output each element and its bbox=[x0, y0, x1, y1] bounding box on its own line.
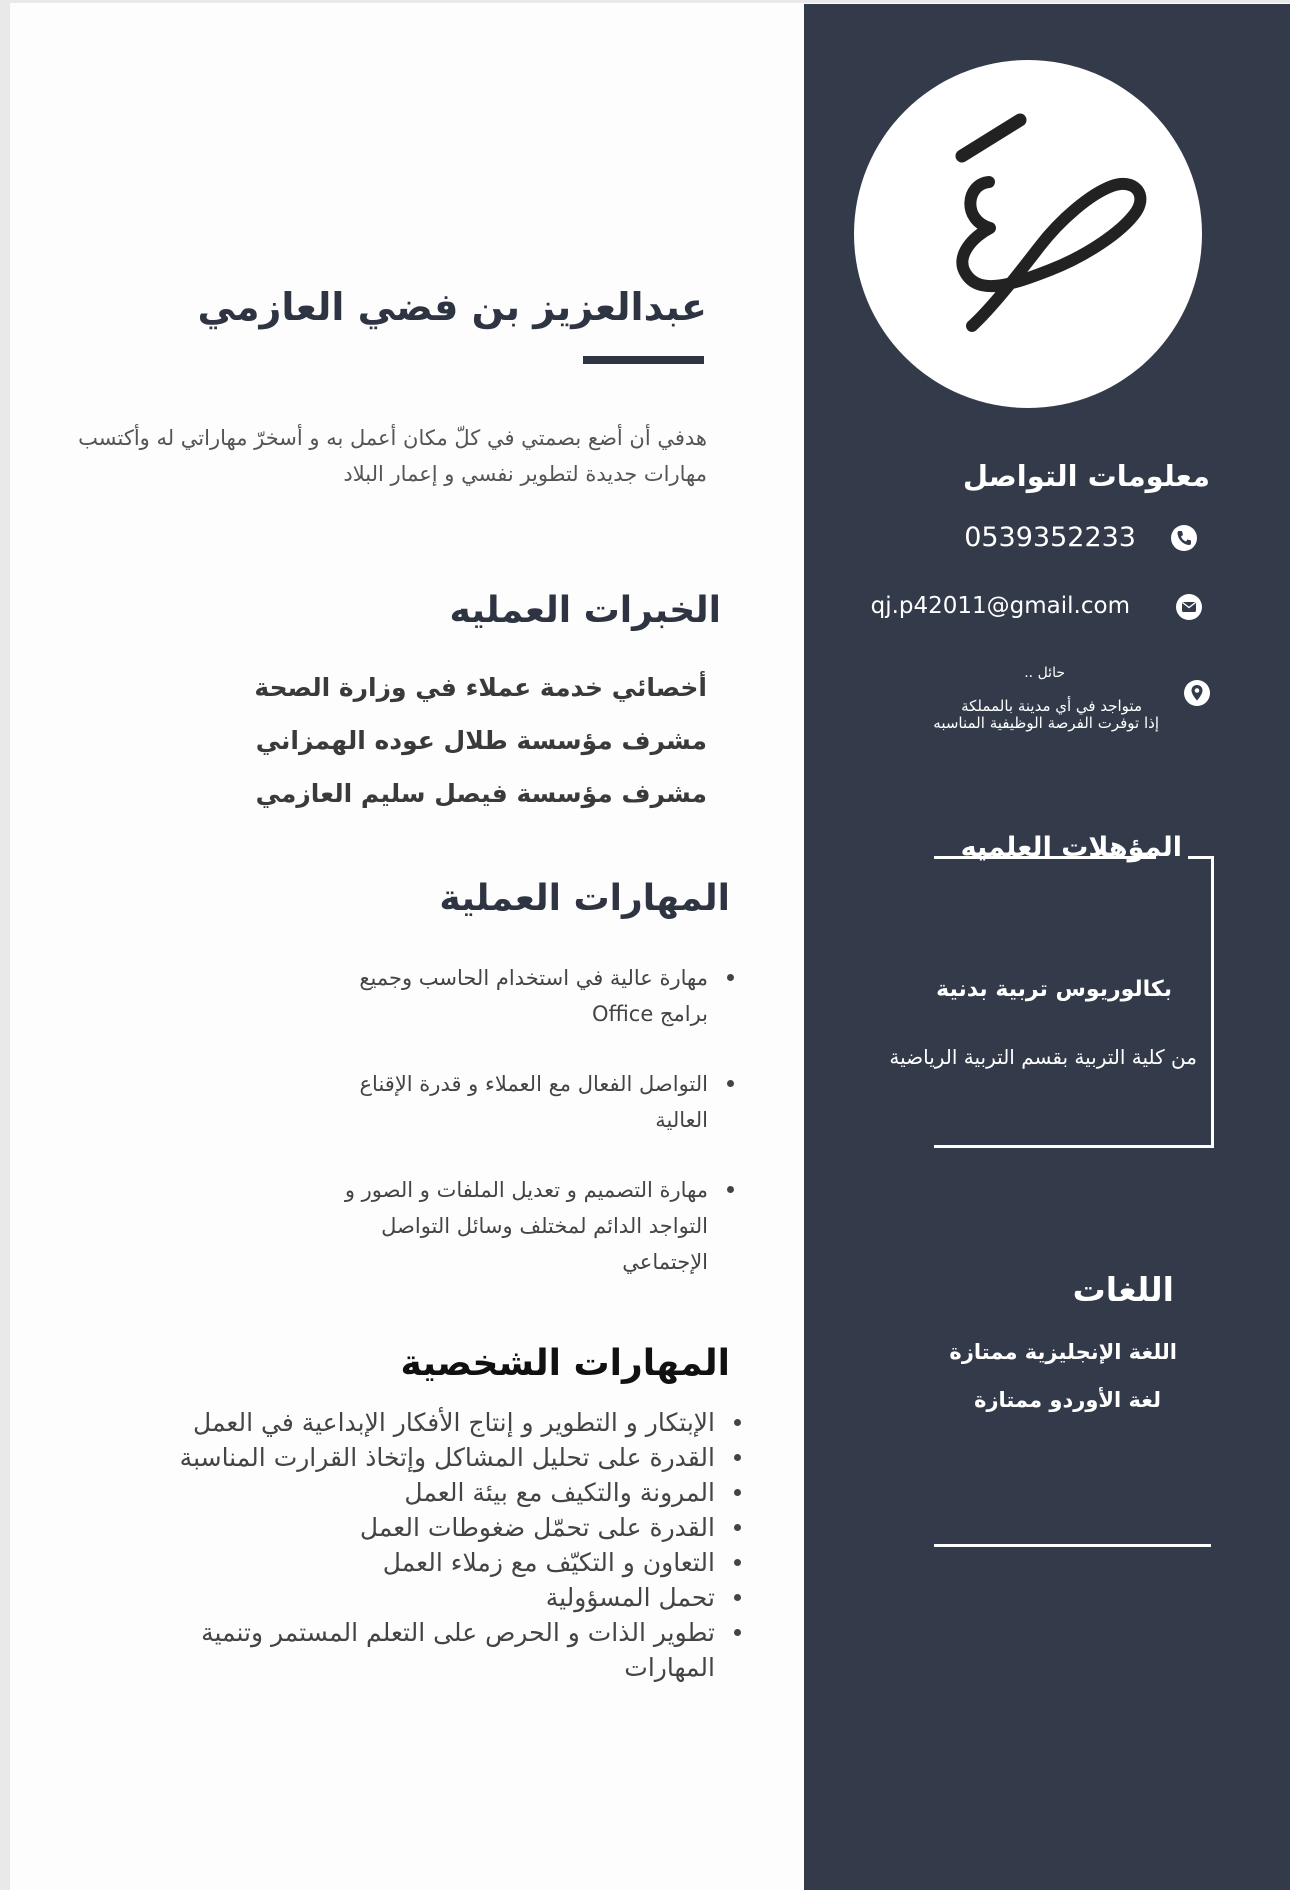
location-line: متواجد في أي مدينة بالمملكة bbox=[961, 697, 1142, 715]
name-underline bbox=[583, 356, 704, 364]
personal-skills-heading: المهارات الشخصية bbox=[400, 1343, 730, 1384]
candidate-name: عبدالعزيز بن فضي العازمي bbox=[197, 285, 707, 329]
languages-heading: اللغات bbox=[1072, 1270, 1174, 1309]
experience-item: مشرف مؤسسة فيصل سليم العازمي bbox=[255, 779, 707, 808]
education-frame bbox=[934, 856, 1214, 1148]
city: حائل .. bbox=[1024, 665, 1065, 681]
list-item: تحمل المسؤولية bbox=[125, 1580, 715, 1615]
language-item: اللغة الإنجليزية ممتازة bbox=[949, 1340, 1177, 1364]
phone-icon bbox=[1170, 524, 1198, 552]
list-item: التواصل الفعال مع العملاء و قدرة الإقناع العالية bbox=[328, 1066, 708, 1138]
career-objective: هدفي أن أضع بصمتي في كلّ مكان أعمل به و أسخرّ مهاراتي له وأكتسب مهارات جديدة لتطوير نفسي و إعمار البلاد bbox=[78, 426, 707, 486]
sidebar-divider bbox=[934, 1544, 1211, 1547]
email-icon bbox=[1175, 593, 1203, 621]
list-item: مهارة عالية في استخدام الحاسب وجميع برامج Office bbox=[328, 960, 708, 1032]
language-item: لغة الأوردو ممتازة bbox=[974, 1388, 1161, 1412]
list-item: المرونة والتكيف مع بيئة العمل bbox=[125, 1475, 715, 1510]
list-item: التعاون و التكيّف مع زملاء العمل bbox=[125, 1545, 715, 1580]
experience-item: أخصائي خدمة عملاء في وزارة الصحة bbox=[254, 673, 707, 702]
degree-title: بكالوريوس تربية بدنية bbox=[936, 977, 1172, 1002]
location-icon bbox=[1183, 679, 1211, 707]
phone-number[interactable]: 0539352233 bbox=[964, 522, 1136, 553]
list-item: القدرة على تحليل المشاكل وإتخاذ القرارت المناسبة bbox=[125, 1440, 715, 1475]
education-heading: المؤهلات العلميه bbox=[960, 832, 1182, 863]
location-line: إذا توفرت الفرصة الوظيفية المناسبه bbox=[933, 714, 1159, 732]
work-skills-list bbox=[328, 960, 736, 1314]
email-address[interactable]: qj.p42011@gmail.com bbox=[870, 593, 1130, 619]
degree-detail: من كلية التربية بقسم التربية الرياضية bbox=[889, 1045, 1197, 1069]
work-skills-heading: المهارات العملية bbox=[439, 878, 730, 919]
signature-icon bbox=[854, 60, 1202, 408]
list-item: مهارة التصميم و تعديل الملفات و الصور و التواجد الدائم لمختلف وسائل التواصل الإجتماعي bbox=[328, 1172, 708, 1280]
personal-skills-list bbox=[125, 1405, 743, 1685]
experience-item: مشرف مؤسسة طلال عوده الهمزاني bbox=[255, 726, 707, 755]
list-item: القدرة على تحمّل ضغوطات العمل bbox=[125, 1510, 715, 1545]
list-item: تطوير الذات و الحرص على التعلم المستمر وتنمية المهارات bbox=[125, 1615, 715, 1685]
contact-heading: معلومات التواصل bbox=[962, 459, 1210, 493]
experience-heading: الخبرات العمليه bbox=[449, 590, 721, 631]
list-item: الإبتكار و التطوير و إنتاج الأفكار الإبداعية في العمل bbox=[125, 1405, 715, 1440]
